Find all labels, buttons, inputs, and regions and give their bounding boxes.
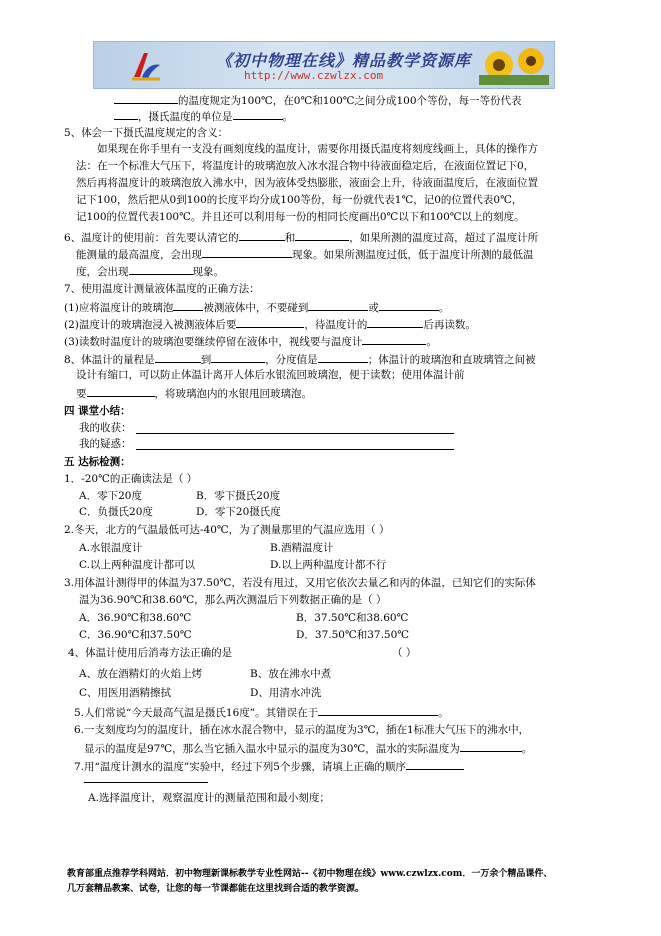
footer-line-1: 教育部重点推荐学科网站．初中物理新课标教学专业性网站--《初中物理在线》www.czwlzx.com．一万余个精品课件、 [67,869,553,879]
step-a: A.选择温度计，观察温度计的测量范围和最小刻度； [88,792,330,804]
blank[interactable] [87,385,155,397]
text-line-temp-def [114,92,522,109]
text: 。 [438,302,450,314]
blank[interactable] [239,229,285,241]
test-question-4: 4、体温计使用后消毒方法正确的是 [68,647,233,659]
option-b[interactable]: B．零下摄氏20度 [196,490,281,502]
blank[interactable] [295,229,349,241]
blank[interactable] [129,263,193,275]
option-b[interactable]: B．37.50℃和38.60℃ [296,612,409,624]
paragraph-line: 如果现在你手里有一支没有画刻度线的温度计，需要你用摄氏温度将刻度线画上，具体的操作方 [97,143,538,155]
blank[interactable] [318,351,368,363]
option-a[interactable]: A．零下20度 [79,490,142,502]
option-a[interactable]: A、放在酒精灯的火焰上烤 [79,668,203,680]
question-7-title: 7、使用温度计测量液体温度的正确方法： [64,283,260,295]
question-5-title: 5、体会一下摄氏温度规定的含义： [64,127,229,139]
question-7-line [64,333,437,350]
question-8-line [76,385,312,402]
blank[interactable] [367,316,423,328]
paragraph-line: 然后再将温度计的玻璃泡放入沸水中，因为液体受热膨胀，液面会上升，待液面温度后，在液面位置 [76,177,538,189]
text: ；体温计的玻璃泡和直玻璃管之间被 [367,354,536,366]
text: (2)温度计的玻璃泡浸入被测液体后要 [64,319,237,331]
text: (1)应将温度计的玻璃泡 [64,302,174,314]
text-line-temp-unit [114,108,293,125]
text: 到 [200,354,212,366]
blank[interactable] [114,108,138,120]
text: 后再读数。 [423,319,476,331]
blank[interactable] [406,758,464,770]
blank[interactable] [318,704,438,716]
blank[interactable] [308,299,368,311]
text: 能测量的最高温度，会出现 [76,249,202,261]
section-4-heading: 四 课堂小结： [64,405,131,417]
text: 。 [282,111,293,123]
blank[interactable] [236,316,304,328]
paragraph-line: 法：在一个标准大气压下，将温度计的玻璃泡放入冰水混合物中待液面稳定后，在液面位置记下0， [76,160,535,172]
blank[interactable] [379,299,439,311]
divider [84,782,208,783]
blank[interactable] [460,740,522,752]
blank[interactable] [202,246,292,258]
blank[interactable] [173,299,203,311]
question-7-line [64,316,476,333]
option-b[interactable]: B、放在沸水中煮 [250,668,332,680]
text: 的温度规定为100℃，在0℃和100℃之间分成100个等份，每一等份代表 [178,95,522,107]
question-8-line [64,351,536,368]
section-5-heading: 五 达标检测： [64,456,131,468]
option-d[interactable]: D.以上两种温度计都不行 [270,559,387,571]
question-6-line [64,229,538,246]
footer-line-2: 几万套精品教案、试卷，让您的每一节课都能在这里找到合适的教学资源。 [67,884,365,894]
blank[interactable] [114,92,178,104]
text: 8、体温计的量程是 [64,354,155,366]
question-6-line [76,263,224,280]
option-a[interactable]: A.水银温度计 [79,542,143,554]
option-c[interactable]: C、用医用酒精擦拭 [79,687,172,699]
test-question-3: 温为36.90℃和38.60℃，那么两次测温后下列数据正确的是（ ） [79,594,387,606]
option-d[interactable]: D．零下20摄氏度 [196,506,281,518]
banner-title: 《初中物理在线》精品教学资源库 [216,51,472,70]
text: 。 [438,707,449,719]
test-question-6 [84,740,532,757]
option-c[interactable]: C．36.90℃和37.50℃ [79,629,192,641]
blank[interactable] [155,351,201,363]
text: 或 [368,302,379,314]
question-8-line: 设计有缩口，可以防止体温计离开人体后水银流回玻璃泡，便于读数；使用体温计前 [76,369,465,381]
blank[interactable] [211,351,265,363]
text: ，分度值是 [265,354,318,366]
option-d[interactable]: D．37.50℃和37.50℃ [296,629,410,641]
option-c[interactable]: C.以上两种温度计都可以 [79,559,195,571]
text: (3)读数时温度计的玻璃泡要继续停留在液体中，视线要与温度计 [64,336,363,348]
summary-gain-line[interactable] [136,433,454,434]
banner-url[interactable]: http://www.czwlzx.com [244,69,384,82]
text: 现象。如果所测温度过低，低于温度计所测的最低温 [292,249,534,261]
text: 要 [76,388,87,400]
text: ，如果所测的温度过高，超过了温度计所 [349,232,539,244]
text: 。 [426,336,437,348]
text: 和 [284,232,296,244]
text: 。 [521,743,533,755]
text: 5.人们常说“今天最高气温是摄氏16度”。其错误在于 [74,707,319,719]
test-question-5 [74,704,449,721]
sunflower-image-icon [479,45,549,85]
question-6-line [76,246,534,263]
text: ，待温度计的 [304,319,368,331]
site-logo-icon [128,47,164,83]
blank[interactable] [362,333,426,345]
option-c[interactable]: C．负摄氏20度 [79,506,153,518]
test-question-2: 2.冬天，北方的气温最低可达-40℃，为了测量那里的气温应选用（ ） [64,524,390,536]
option-a[interactable]: A．36.90℃和38.60℃ [79,612,192,624]
text: 7.用“温度计测水的温度”实验中，经过下列5个步骤，请填上正确的顺序 [74,761,406,773]
test-question-7 [74,758,464,775]
summary-doubt-line[interactable] [136,449,454,450]
test-question-1: 1．-20℃的正确读法是（ ） [64,473,198,485]
text: 6、温度计的使用前：首先要认清它的 [64,232,239,244]
question-7-line [64,299,449,316]
test-question-3: 3.用体温计测得甲的体温为37.50℃，若没有甩过，又用它依次去量乙和丙的体温，已知它们的实际体 [64,577,536,589]
text: 被测液体中，不要碰到 [203,302,309,314]
text: 显示的温度是97℃，那么当它插入温水中显示的温度为30℃，温水的实际温度为 [84,743,460,755]
summary-gain-label: 我的收获： [79,422,132,434]
header-banner [93,41,555,89]
option-d[interactable]: D、用清水冲洗 [250,687,322,699]
text: ，摄氏温度的单位是 [138,111,233,123]
answer-parentheses[interactable]: （ ） [392,647,417,659]
paragraph-line: 记100的位置代表100℃。并且还可以利用每一份的相同长度画出0℃以下和100℃以上的刻度。 [76,211,525,223]
text: ，将玻璃泡内的水银甩回玻璃泡。 [154,388,312,400]
test-question-6: 6.一支刻度均匀的温度计，插在冰水混合物中，显示的温度为3℃，插在1标准大气压下的沸水中， [74,724,530,736]
paragraph-line: 记下100，然后把从0到100的长度平均分成100等份，每一份就代表1℃，记0的位置代表0℃， [76,194,523,206]
summary-doubt-label: 我的疑惑： [79,438,132,450]
text: 现象。 [192,266,224,278]
text: 度，会出现 [76,266,129,278]
blank[interactable] [233,108,283,120]
option-b[interactable]: B.酒精温度计 [270,542,334,554]
